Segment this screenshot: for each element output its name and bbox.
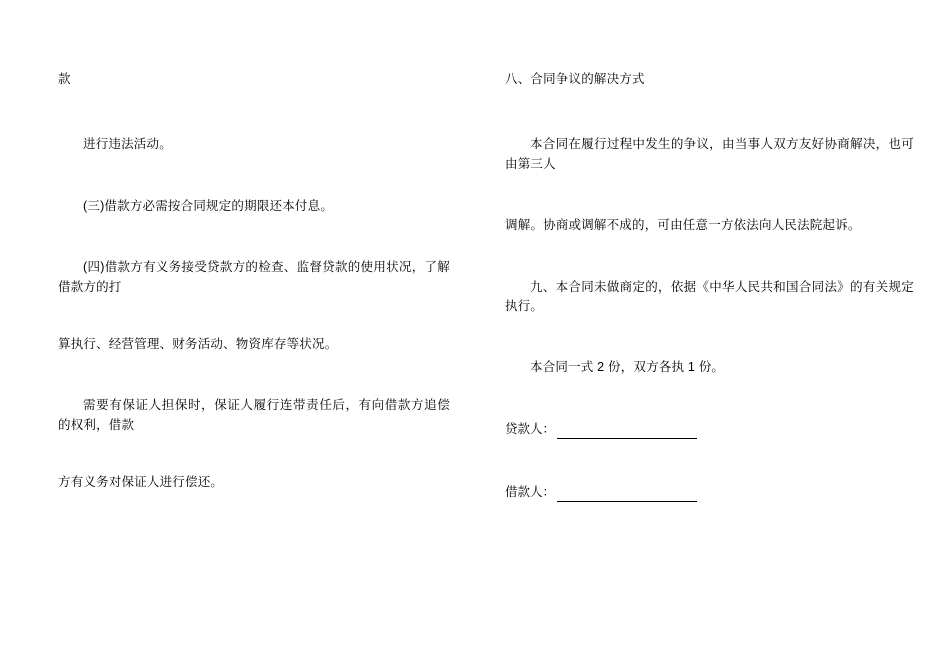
right-column [460, 0, 950, 672]
paragraph-right-2: 本合同在履行过程中发生的争议，由当事人双方友好协商解决，也可由第三人 [505, 137, 914, 171]
paragraph-right-5: 本合同一式 2 份，双方各执 1 份。 [530, 360, 725, 375]
signature-line-lender[interactable] [557, 426, 697, 439]
signature-row-lender [505, 420, 914, 439]
signature-line-borrower[interactable] [557, 489, 697, 502]
left-column [0, 0, 460, 672]
signature-row-borrower [505, 483, 914, 502]
paragraph-left-4: (四)借款方有义务接受贷款方的检查、监督贷款的使用状况，了解借款方的打 [58, 260, 450, 294]
paragraph-left-1: 款 [58, 72, 71, 86]
signature-label-borrower: 借款人： [505, 485, 556, 499]
paragraph-left-6: 需要有保证人担保时，保证人履行连带责任后，有向借款方追偿的权利，借款 [58, 398, 450, 432]
paragraph-left-5: 算执行、经营管理、财务活动、物资库存等状况。 [58, 336, 338, 351]
paragraph-left-7: 方有义务对保证人进行偿还。 [58, 475, 224, 489]
paragraph-left-3: (三)借款方必需按合同规定的期限还本付息。 [83, 198, 334, 213]
section-heading-nine: 九、本合同未做商定的，依据《中华人民共和国合同法》的有关规定执行。 [505, 279, 914, 313]
section-heading-eight: 八、合同争议的解决方式 [505, 72, 645, 86]
paragraph-left-2: 进行违法活动。 [83, 137, 172, 152]
paragraph-right-3: 调解。协商或调解不成的，可由任意一方依法向人民法院起诉。 [505, 218, 861, 233]
signature-label-lender: 贷款人： [505, 421, 556, 436]
